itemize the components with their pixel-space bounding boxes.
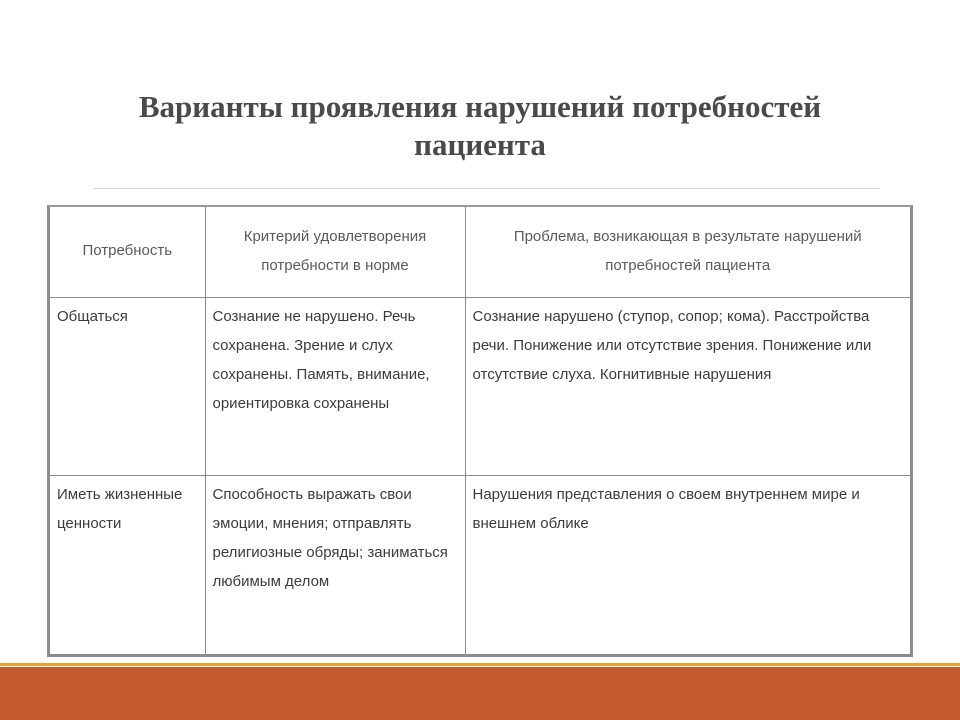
- cell-problem: Сознание нарушено (ступор, сопор; кома). Расстройства речи. Понижение или отсутствие зрения. Понижение или отсутствие слуха. Когнитивные нарушения: [465, 297, 910, 475]
- header-problem: Проблема, возникающая в результате нарушений потребностей пациента: [465, 207, 910, 297]
- bottom-decorative-band: [0, 667, 960, 720]
- table-row: [50, 475, 910, 654]
- header-need: Потребность: [50, 207, 205, 297]
- bottom-accent-line: [0, 663, 960, 666]
- needs-table-frame: [47, 205, 913, 657]
- slide-title-line-2: пациента: [414, 127, 546, 162]
- cell-criterion: Сознание не нарушено. Речь сохранена. Зрение и слух сохранены. Память, внимание, ориентировка сохранены: [205, 297, 465, 475]
- header-criterion: Критерий удовлетворения потребности в норме: [205, 207, 465, 297]
- needs-table: [50, 207, 910, 654]
- table-row: [50, 297, 910, 475]
- cell-problem: Нарушения представления о своем внутреннем мире и внешнем облике: [465, 475, 910, 654]
- table-header-row: [50, 207, 910, 297]
- cell-criterion: Способность выражать свои эмоции, мнения; отправлять религиозные обряды; заниматься любимым делом: [205, 475, 465, 654]
- title-divider: [94, 188, 880, 189]
- cell-need: Иметь жизненные ценности: [50, 475, 205, 654]
- slide-title: [60, 88, 900, 164]
- cell-need: Общаться: [50, 297, 205, 475]
- slide-title-line-1: Варианты проявления нарушений потребностей: [138, 89, 822, 124]
